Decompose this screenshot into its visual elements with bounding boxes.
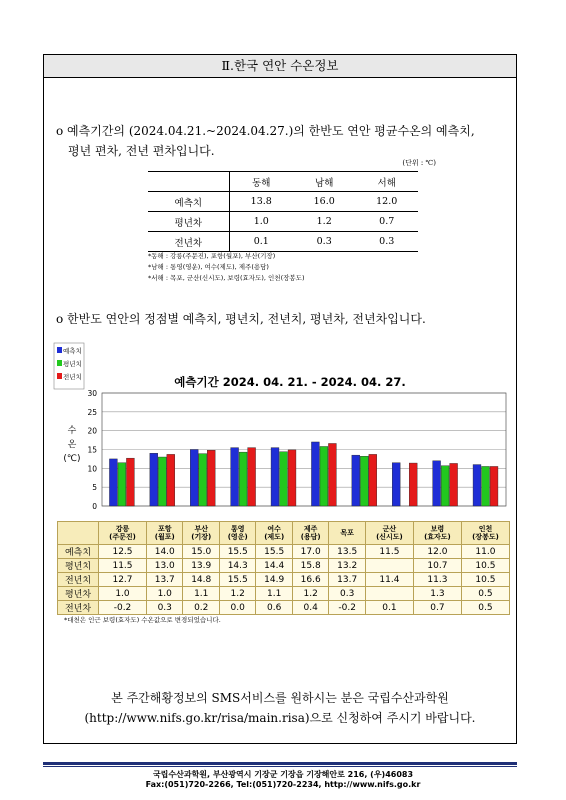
y-axis-label: 수 — [67, 426, 77, 436]
table-cell: 10.5 — [461, 573, 509, 587]
summary-table — [148, 171, 418, 252]
table-cell: 0.6 — [256, 601, 292, 615]
station-header: 강릉 (주문진) — [99, 522, 147, 545]
legend-swatch — [57, 360, 62, 366]
bar — [167, 454, 175, 506]
table-cell: 13.5 — [329, 545, 365, 559]
summary-row-label: 전년차 — [148, 232, 229, 252]
bar — [288, 450, 296, 506]
table-cell: 0.0 — [219, 601, 255, 615]
bar — [126, 458, 134, 506]
bar — [328, 443, 336, 506]
bar — [360, 456, 368, 506]
station-temperature-chart — [50, 337, 512, 519]
summary-cell: 1.2 — [293, 212, 356, 232]
table-row — [58, 587, 510, 601]
intro-line-1: o 예측기간의 (2024.04.21.~2024.04.27.)의 한반도 연안 평균수온의 예측치, — [56, 124, 475, 138]
table-note: *대천은 인근 보령(효자도) 수온값으로 변경되었습니다. — [64, 616, 221, 624]
y-tick-label: 15 — [87, 445, 97, 455]
table-cell: 0.5 — [461, 587, 509, 601]
footer-contact: Fax:(051)720-2266, Tel:(051)720-2234, http://www.nifs.go.kr — [145, 780, 421, 789]
y-tick-label: 0 — [92, 502, 97, 511]
table-cell: 1.1 — [183, 587, 219, 601]
bar — [369, 454, 377, 506]
table-cell: -0.2 — [329, 601, 365, 615]
legend-label: 예측치 — [63, 347, 82, 355]
table-cell: 14.8 — [183, 573, 219, 587]
station-header: 포항 (월포) — [147, 522, 183, 545]
table-row — [58, 559, 510, 573]
summary-row-label: 예측치 — [148, 192, 229, 212]
region-note: *서해 : 목포, 군산(신시도), 보령(효자도), 인천(장봉도) — [148, 274, 305, 282]
bar — [239, 452, 247, 506]
table-cell: 15.5 — [219, 545, 255, 559]
summary-cell: 0.1 — [229, 232, 293, 252]
table-cell: 15.5 — [256, 545, 292, 559]
table-cell: 15.8 — [292, 559, 328, 573]
chart-title: 예측기간 2024. 04. 21. - 2024. 04. 27. — [174, 375, 406, 389]
bar — [311, 442, 319, 506]
station-data-table — [57, 521, 510, 615]
table-cell: 12.7 — [99, 573, 147, 587]
table-cell: 1.2 — [219, 587, 255, 601]
sms-line-1: 본 주간해황정보의 SMS서비스를 원하시는 분은 국립수산과학원 — [111, 691, 449, 705]
table-cell: 15.5 — [219, 573, 255, 587]
bar — [482, 466, 490, 506]
table-cell: 0.1 — [365, 601, 413, 615]
legend-swatch — [57, 373, 62, 379]
region-notes — [148, 251, 305, 284]
table-cell: 14.9 — [256, 573, 292, 587]
table-cell: -0.2 — [99, 601, 147, 615]
summary-cell: 13.8 — [229, 192, 293, 212]
bar — [118, 463, 126, 506]
table-cell: 1.2 — [292, 587, 328, 601]
intro-line-2: 평년 편차, 전년 편차입니다. — [68, 144, 215, 158]
table-cell: 15.0 — [183, 545, 219, 559]
bar — [248, 448, 256, 506]
bar — [352, 455, 360, 506]
y-axis-label: 온 — [67, 440, 77, 450]
summary-cell: 12.0 — [355, 192, 418, 212]
legend-label: 전년치 — [63, 373, 82, 381]
bar — [199, 454, 207, 506]
data-table-corner — [58, 522, 99, 545]
summary-col-header: 남해 — [293, 172, 356, 192]
row-label: 예측치 — [58, 545, 99, 559]
table-cell: 11.5 — [365, 545, 413, 559]
row-label: 평년치 — [58, 559, 99, 573]
table-cell: 14.0 — [147, 545, 183, 559]
y-tick-label: 5 — [92, 483, 97, 493]
bar — [433, 461, 441, 506]
table-cell: 11.4 — [365, 573, 413, 587]
table-cell: 0.7 — [413, 601, 461, 615]
bar — [320, 446, 328, 506]
summary-row — [148, 232, 418, 252]
table-cell: 0.3 — [147, 601, 183, 615]
table-cell: 13.2 — [329, 559, 365, 573]
footer-address: 국립수산과학원, 부산광역시 기장군 기장읍 기장해안로 216, (우)46083 — [152, 770, 414, 779]
bar — [450, 463, 458, 506]
table-cell: 1.0 — [99, 587, 147, 601]
summary-cell: 0.3 — [293, 232, 356, 252]
table-cell: 13.9 — [183, 559, 219, 573]
station-header: 통영 (영운) — [219, 522, 255, 545]
table-cell: 10.7 — [413, 559, 461, 573]
footer-rule — [43, 762, 517, 765]
table-cell: 11.3 — [413, 573, 461, 587]
y-axis-label: (℃) — [63, 454, 81, 464]
summary-cell: 1.0 — [229, 212, 293, 232]
station-header: 여수 (제도) — [256, 522, 292, 545]
summary-col-header: 서해 — [355, 172, 418, 192]
station-intro: o 한반도 연안의 정점별 예측치, 평년치, 전년치, 평년차, 전년차입니다. — [56, 312, 426, 326]
footer-rule-thin — [43, 766, 517, 767]
bar — [207, 450, 215, 506]
bar — [490, 466, 498, 506]
table-cell — [365, 559, 413, 573]
y-tick-label: 20 — [87, 426, 97, 436]
table-cell: 0.5 — [461, 601, 509, 615]
station-header: 인천 (장봉도) — [461, 522, 509, 545]
bar — [190, 450, 198, 507]
row-label: 평년차 — [58, 587, 99, 601]
bar — [441, 466, 449, 506]
table-cell: 13.0 — [147, 559, 183, 573]
station-header: 부산 (기장) — [183, 522, 219, 545]
station-header: 보령 (효자도) — [413, 522, 461, 545]
bar — [280, 452, 288, 506]
table-cell: 12.5 — [99, 545, 147, 559]
region-note: *동해 : 강릉(주문진), 포항(월포), 부산(기장) — [148, 252, 276, 260]
station-header: 군산 (신시도) — [365, 522, 413, 545]
summary-cell: 16.0 — [293, 192, 356, 212]
row-label: 전년차 — [58, 601, 99, 615]
table-cell: 0.3 — [329, 587, 365, 601]
table-cell: 1.0 — [147, 587, 183, 601]
summary-row — [148, 192, 418, 212]
y-tick-label: 25 — [87, 407, 97, 417]
table-cell: 1.1 — [256, 587, 292, 601]
table-row — [58, 545, 510, 559]
summary-row-label: 평년차 — [148, 212, 229, 232]
sms-line-2: (http://www.nifs.go.kr/risa/main.risa)으로 신청하여 주시기 바랍니다. — [84, 711, 476, 725]
bar — [392, 463, 400, 506]
table-cell: 10.5 — [461, 559, 509, 573]
table-cell: 14.3 — [219, 559, 255, 573]
summary-row — [148, 212, 418, 232]
table-cell: 11.0 — [461, 545, 509, 559]
table-cell: 11.5 — [99, 559, 147, 573]
summary-col-header: 동해 — [229, 172, 293, 192]
legend-swatch — [57, 347, 62, 353]
summary-cell: 0.7 — [355, 212, 418, 232]
bar — [271, 448, 279, 506]
summary-cell: 0.3 — [355, 232, 418, 252]
table-cell: 13.7 — [147, 573, 183, 587]
bar — [158, 457, 166, 506]
table-row — [58, 601, 510, 615]
table-cell: 16.6 — [292, 573, 328, 587]
bar — [473, 465, 481, 506]
table-cell: 0.2 — [183, 601, 219, 615]
summary-corner — [148, 172, 229, 192]
y-tick-label: 30 — [87, 389, 97, 398]
unit-label: (단위 : ℃) — [402, 159, 436, 167]
report-frame — [43, 54, 517, 744]
bar — [150, 453, 158, 506]
legend-label: 평년치 — [63, 360, 82, 368]
row-label: 전년치 — [58, 573, 99, 587]
table-cell: 1.3 — [413, 587, 461, 601]
table-cell: 13.7 — [329, 573, 365, 587]
region-note: *남해 : 통영(영운), 여수(제도), 제주(용담) — [148, 263, 269, 271]
station-header: 목포 — [329, 522, 365, 545]
table-cell: 17.0 — [292, 545, 328, 559]
table-cell — [365, 587, 413, 601]
table-row — [58, 573, 510, 587]
bar — [109, 459, 117, 506]
table-cell: 14.4 — [256, 559, 292, 573]
table-cell: 12.0 — [413, 545, 461, 559]
station-header: 제주 (용담) — [292, 522, 328, 545]
bar — [231, 448, 239, 506]
page-title: Ⅱ.한국 연안 수온정보 — [44, 55, 516, 78]
y-tick-label: 10 — [87, 464, 97, 474]
bar — [409, 463, 417, 506]
table-cell: 0.4 — [292, 601, 328, 615]
